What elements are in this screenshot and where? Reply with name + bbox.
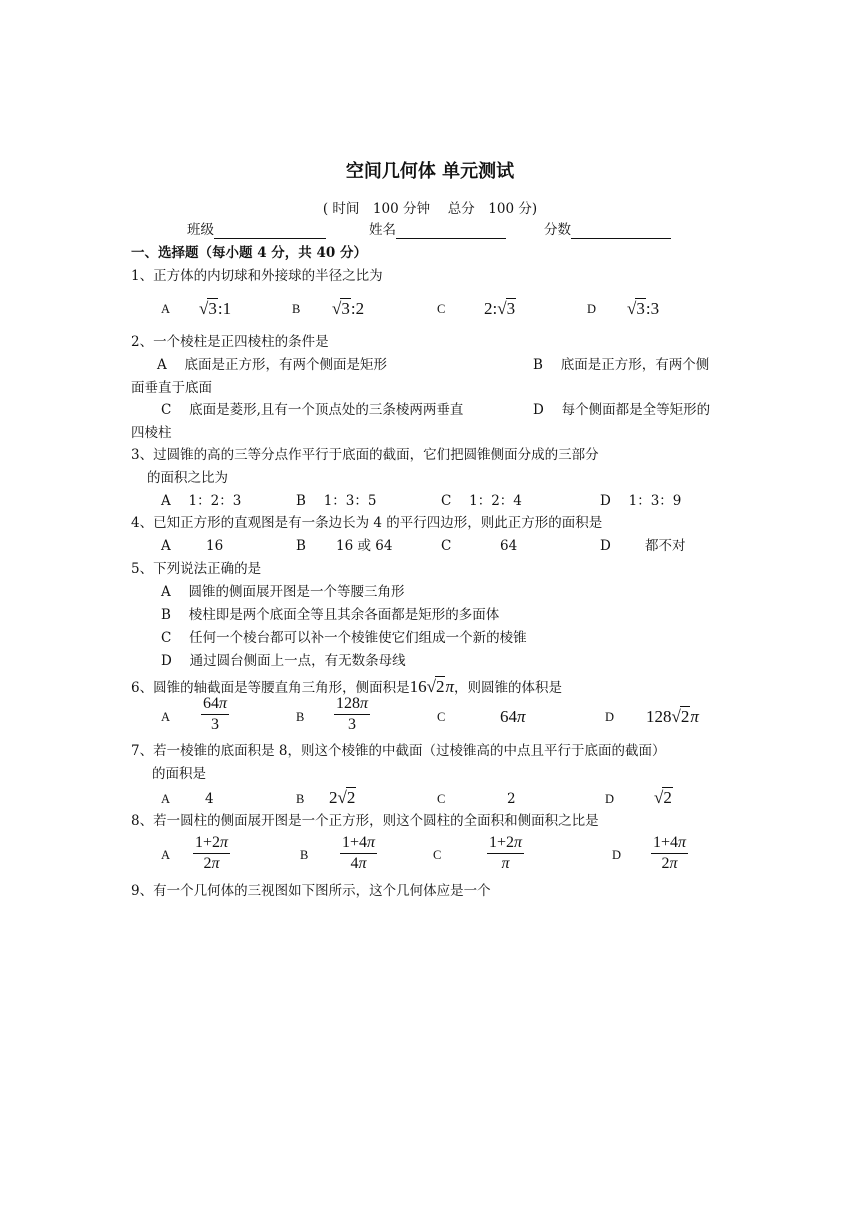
q4-letter-a: A [161, 538, 171, 554]
q5-option-a: A 圆锥的侧面展开图是一个等腰三角形 [161, 584, 405, 600]
q4-letter-b: B [296, 538, 306, 554]
q6-stem-math: 16√ 2π [410, 677, 454, 696]
q6-stem-text: 6、圆锥的轴截面是等腰直角三角形，侧面积是 [131, 680, 410, 696]
q8-letter-d: D [612, 848, 622, 862]
class-field [187, 222, 326, 239]
q4-letter-d: D [600, 538, 611, 554]
name-field [369, 222, 506, 239]
q7-letter-a: A [161, 792, 171, 806]
score-field [544, 222, 671, 239]
q8-letter-c: C [433, 848, 442, 862]
q8-option-c: $\frac{1+2\pi}{\pi}$ [489, 834, 523, 873]
q8-letter-b: B [300, 848, 309, 862]
q4-option-c: 64 [500, 538, 518, 554]
q7-option-c: 2 [507, 791, 516, 807]
q9-stem: 9、有一个几何体的三视图如下图所示，这个几何体应是一个 [131, 883, 491, 899]
q2-option-d-cont: 四棱柱 [131, 425, 172, 441]
class-blank [214, 224, 326, 239]
q8-option-d: $\frac{1+4\pi}{2\pi}$ [653, 834, 687, 873]
score-label: 分数 [544, 222, 571, 238]
q4-stem: 4、已知正方形的直观图是有一条边长为 4 的平行四边形，则此正方形的面积是 [131, 515, 603, 531]
q7-option-a: 4 [205, 791, 214, 807]
q4-letter-c: C [441, 538, 452, 554]
q1-option-b: √ 3:2 [332, 298, 364, 319]
score-blank [571, 224, 671, 239]
q4-option-b: 16 或 64 [336, 538, 393, 554]
q8-letter-a: A [161, 848, 171, 862]
q1-option-a: √ 3:1 [199, 298, 231, 319]
q3-option-d: D 1：3：9 [600, 493, 682, 509]
q6-letter-b: B [296, 710, 305, 724]
q1-stem: 1、正方体的内切球和外接球的半径之比为 [131, 268, 383, 284]
q6-letter-d: D [605, 710, 615, 724]
q2-option-c: C 底面是菱形,且有一个顶点处的三条棱两两垂直 [161, 402, 464, 418]
q6-option-b: $\frac{128\pi}{3}$ [336, 695, 369, 734]
q3-option-c: C 1：2：4 [441, 493, 522, 509]
q1-letter-d: D [587, 302, 597, 316]
class-label: 班级 [187, 222, 214, 238]
q1-option-c: 2:√ 3 [484, 298, 516, 319]
q6-option-a: $\frac{64\pi}{3}$ [203, 695, 228, 734]
q8-stem: 8、若一圆柱的侧面展开图是一个正方形，则这个圆柱的全面积和侧面积之比是 [131, 813, 599, 829]
q5-option-c: C 任何一个棱台都可以补一个棱锥使它们组成一个新的棱锥 [161, 630, 527, 646]
q7-stem-cont: 的面积是 [152, 766, 206, 782]
q5-stem: 5、下列说法正确的是 [131, 561, 262, 577]
q1-option-d: √ 3:3 [627, 298, 659, 319]
q4-option-a: 16 [206, 538, 224, 554]
q7-letter-c: C [437, 792, 446, 806]
q7-letter-d: D [605, 792, 615, 806]
q7-letter-b: B [296, 792, 305, 806]
q5-option-b: B 棱柱即是两个底面全等且其余各面都是矩形的多面体 [161, 607, 500, 623]
q1-letter-a: A [161, 302, 171, 316]
q7-option-b: 2√ 2 [329, 787, 356, 808]
q2-option-a: A 底面是正方形，有两个侧面是矩形 [157, 357, 388, 373]
q2-option-b-cont: 面垂直于底面 [131, 380, 212, 396]
name-blank [396, 224, 506, 239]
q8-option-a: $\frac{1+2\pi}{2\pi}$ [195, 834, 229, 873]
section-title: 一、选择题（每小题 4 分，共 40 分） [131, 245, 367, 261]
page-title: 空间几何体 单元测试 [345, 161, 515, 182]
q3-stem-cont: 的面积之比为 [147, 470, 228, 486]
q6-option-c: 64π [500, 707, 526, 726]
exam-info: ( 时间 100 分钟 总分 100 分) [322, 201, 538, 217]
q3-stem: 3、过圆锥的高的三等分点作平行于底面的截面，它们把圆锥侧面分成的三部分 [131, 447, 599, 463]
q8-option-b: $\frac{1+4\pi}{4\pi}$ [342, 834, 376, 873]
q5-option-d: D 通过圆台侧面上一点，有无数条母线 [161, 653, 406, 669]
name-label: 姓名 [369, 222, 396, 238]
q2-stem: 2、一个棱柱是正四棱柱的条件是 [131, 334, 329, 350]
q4-option-d: 都不对 [645, 538, 686, 554]
q1-letter-b: B [292, 302, 301, 316]
q6-stem-end: ，则圆锥的体积是 [453, 680, 562, 696]
q6-option-d: 128√ 2π [646, 706, 699, 727]
q2-option-b: B 底面是正方形，有两个侧 [533, 357, 710, 373]
q6-letter-a: A [161, 710, 171, 724]
q3-option-a: A 1：2：3 [161, 493, 242, 509]
q3-option-b: B 1：3：5 [296, 493, 377, 509]
q2-option-d: D 每个侧面都是全等矩形的 [533, 402, 711, 418]
q1-letter-c: C [437, 302, 446, 316]
q7-stem: 7、若一棱锥的底面积是 8，则这个棱锥的中截面（过棱锥高的中点且平行于底面的截面） [131, 743, 666, 759]
q6-letter-c: C [437, 710, 446, 724]
q7-option-d: √ 2 [654, 787, 673, 808]
